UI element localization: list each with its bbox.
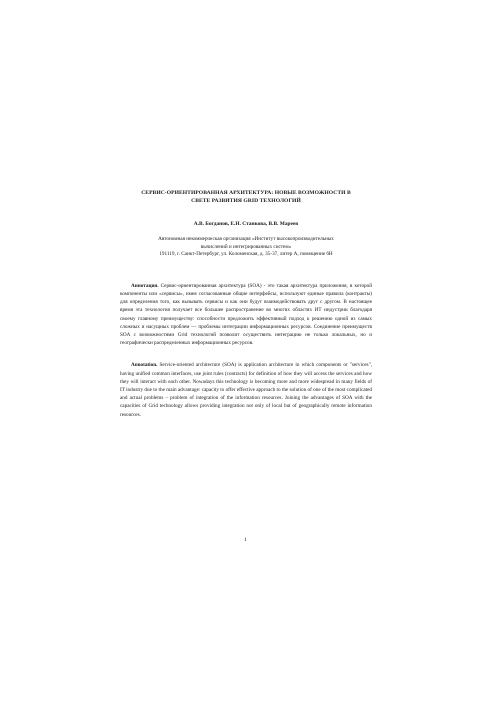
- abstract-english-text: Service-oriented architecture (SOA) is application architecture in which components or "services", having unified common interfaces, use joint rules (contracts) for definition of how they will access the services and how they will interact with each other. Nowadays this technology is becoming more and more widespread in many fields of IT industry due to the main advantage: capacity to offer effective approach to the solution of one of the most complicated and actual problems – problem of integration of the information resources. Joining the advantages of SOA with the capacities of Grid technology allows providing integration not only of local but of geographically remote information resources.: [120, 362, 372, 418]
- abstract-russian-text: Сервис-ориентированная архитектура (SOA) - это такая архитектура приложения, в которой компоненты или «сервисы», имея согласованные общие интерфейсы, используют единые правила (контракты) для определения того, как вызывать сервисы и как они будут взаимодействовать друг с другом. В настоящее время эта технология получает все большее распространение во многих областях ИТ индустрии благодаря своему главному преимуществу: способности предложить эффективный подход к решению одной из самых сложных и насущных проблем — проблемы интеграции информационных ресурсов. Соединение преимуществ SOA с возможностями Grid технологий позволит осуществить интеграцию не только локальных, но и географически распределенных информационных ресурсов.: [120, 282, 372, 347]
- paper-body: [120, 189, 372, 419]
- affiliation-line-1: Автономная некоммерческая организация «Институт высокопроизводительных: [158, 236, 334, 242]
- page-number: 1: [244, 537, 247, 543]
- affiliation-address: 191119, г. Санкт-Петербург, ул. Коломенская, д. 35-37, литер А, помещение 6Н: [159, 251, 333, 258]
- affiliation: [120, 236, 372, 259]
- abstract-russian: [120, 282, 372, 348]
- title-line-2: СВЕТЕ РАЗВИТИЯ GRID ТЕХНОЛОГИЙ: [191, 198, 301, 204]
- abstract-english-label: Annotation.: [131, 362, 158, 369]
- title-line-1: СЕРВИС-ОРИЕНТИРОВАННАЯ АРХИТЕКТУРА: НОВЫЕ ВОЗМОЖНОСТИ В: [141, 190, 351, 196]
- paper-authors: А.В. Богданов, Е.Н. Станкова, В.В. Мареев: [193, 221, 299, 227]
- paper-title: [120, 189, 372, 205]
- abstract-english: [120, 361, 372, 418]
- affiliation-line-2: вычислений и интегрированных систем»: [200, 243, 292, 250]
- abstract-russian-label: Аннотация.: [131, 282, 159, 289]
